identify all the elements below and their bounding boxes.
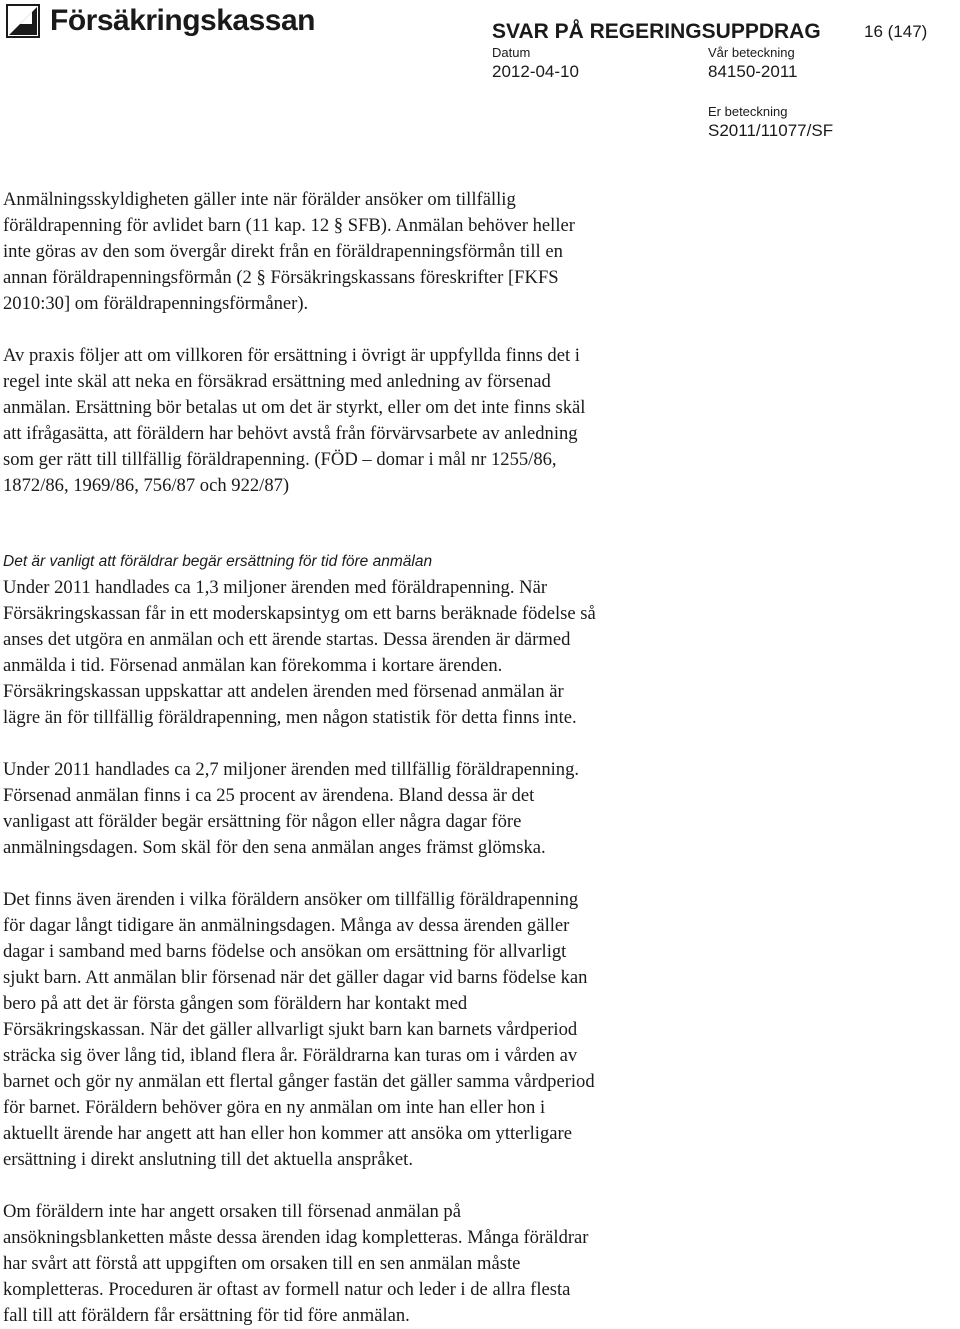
er-beteckning-value: S2011/11077/SF [708,121,834,140]
agency-logo [6,4,315,38]
section-subheading: Det är vanligt att föräldrar begär ersättning för tid före anmälan [3,553,433,570]
datum-value: 2012-04-10 [492,62,579,81]
var-beteckning-label: Vår beteckning [708,45,795,60]
datum-label: Datum [492,45,531,60]
paragraph-temporary-parental-benefit-2011: Under 2011 handlades ca 2,7 miljoner ärenden med tillfällig föräldrapenning. Försenad anmälan finns i ca 25 procent av ärendena. Bland dessa är det vanligast att förälder begär ersättning för någon eller några dagar före anmälningsdagen. Som skäl för den sena anmälan anges främst glömska. [3,759,580,858]
document-title: SVAR PÅ REGERINGSUPPDRAG [492,20,821,43]
page-number: 16 (147) [864,22,928,41]
paragraph-case-law: Av praxis följer att om villkoren för ersättning i övrigt är uppfyllda finns det i regel inte skäl att neka en försäkrad ersättning med anledning av försenad anmälan. Ersättning bör betalas ut om det är styrkt, eller om det inte finns skäl att ifrågasätta, att föräldern har behövt avstå från förvärvsarbete av anledning som ger rätt till tillfällig föräldrapenning. (FÖD – domar i mål nr 1255/86, 1872/86, 1969/86, 756/87 och 922/87) [3,345,586,496]
var-beteckning-value: 84150-2011 [708,62,798,81]
paragraph-early-dates: Det finns även ärenden i vilka föräldern ansöker om tillfällig föräldrapenning för dagar långt tidigare än anmälningsdagen. Många av dessa ärenden gäller dagar i samband med barns födelse och ansökan om ersättning för allvarligt sjukt barn. Att anmälan blir försenad när det gäller dagar vid barns födelse kan bero på att det är första gången som föräldern har kontakt med Försäkringskassan. När det gäller allvarligt sjukt barn kan barnets vårdperiod sträcka sig över lång tid, ibland flera år. Föräldrarna kan turas om i vården av barnet och gör ny anmälan ett flertal gånger fastän det gäller samma vårdperiod för barnet. Föräldern behöver göra en ny anmälan om inte han eller hon i aktuellt ärende har angett att han eller hon kommer att ansöka om ytterligare ersättning i direkt anslutning till det aktuella anspråket. [3,889,595,1170]
paragraph-supplementation: Om föräldern inte har angett orsaken till försenad anmälan på ansökningsblanketten måste dessa ärenden idag kompletteras. Många föräldrar har svårt att förstå att uppgiften om orsaken till en sen anmälan måste kompletteras. Proceduren är oftast av formell natur och leder i de allra flesta fall till att föräldern får ersättning för tid före anmälan. [3,1201,589,1326]
agency-logo-text: Försäkringskassan [50,4,315,37]
paragraph-reporting-exemption: Anmälningsskyldigheten gäller inte när förälder ansöker om tillfällig föräldrapenning för avlidet barn (11 kap. 12 § SFB). Anmälan behöver heller inte göras av den som övergår direkt från en föräldrapenningsförmån till en annan föräldrapenningsförmån (2 § Försäkringskassans föreskrifter [FKFS 2010:30] om föräldrapenningsförmåner). [3,189,575,314]
agency-logo-icon [6,4,40,38]
paragraph-parental-benefit-2011: Under 2011 handlades ca 1,3 miljoner ärenden med föräldrapenning. När Försäkringskassan får in ett moderskapsintyg om ett barns beräknade födelse så anses det utgöra en anmälan och ett ärende startas. Dessa ärenden är därmed anmälda i tid. Försenad anmälan kan förekomma i kortare ärenden. Försäkringskassan uppskattar att andelen ärenden med försenad anmälan är lägre än för tillfällig föräldrapenning, men någon statistik för detta finns inte. [3,577,596,728]
er-beteckning-label: Er beteckning [708,104,788,119]
document-body [3,187,953,1329]
